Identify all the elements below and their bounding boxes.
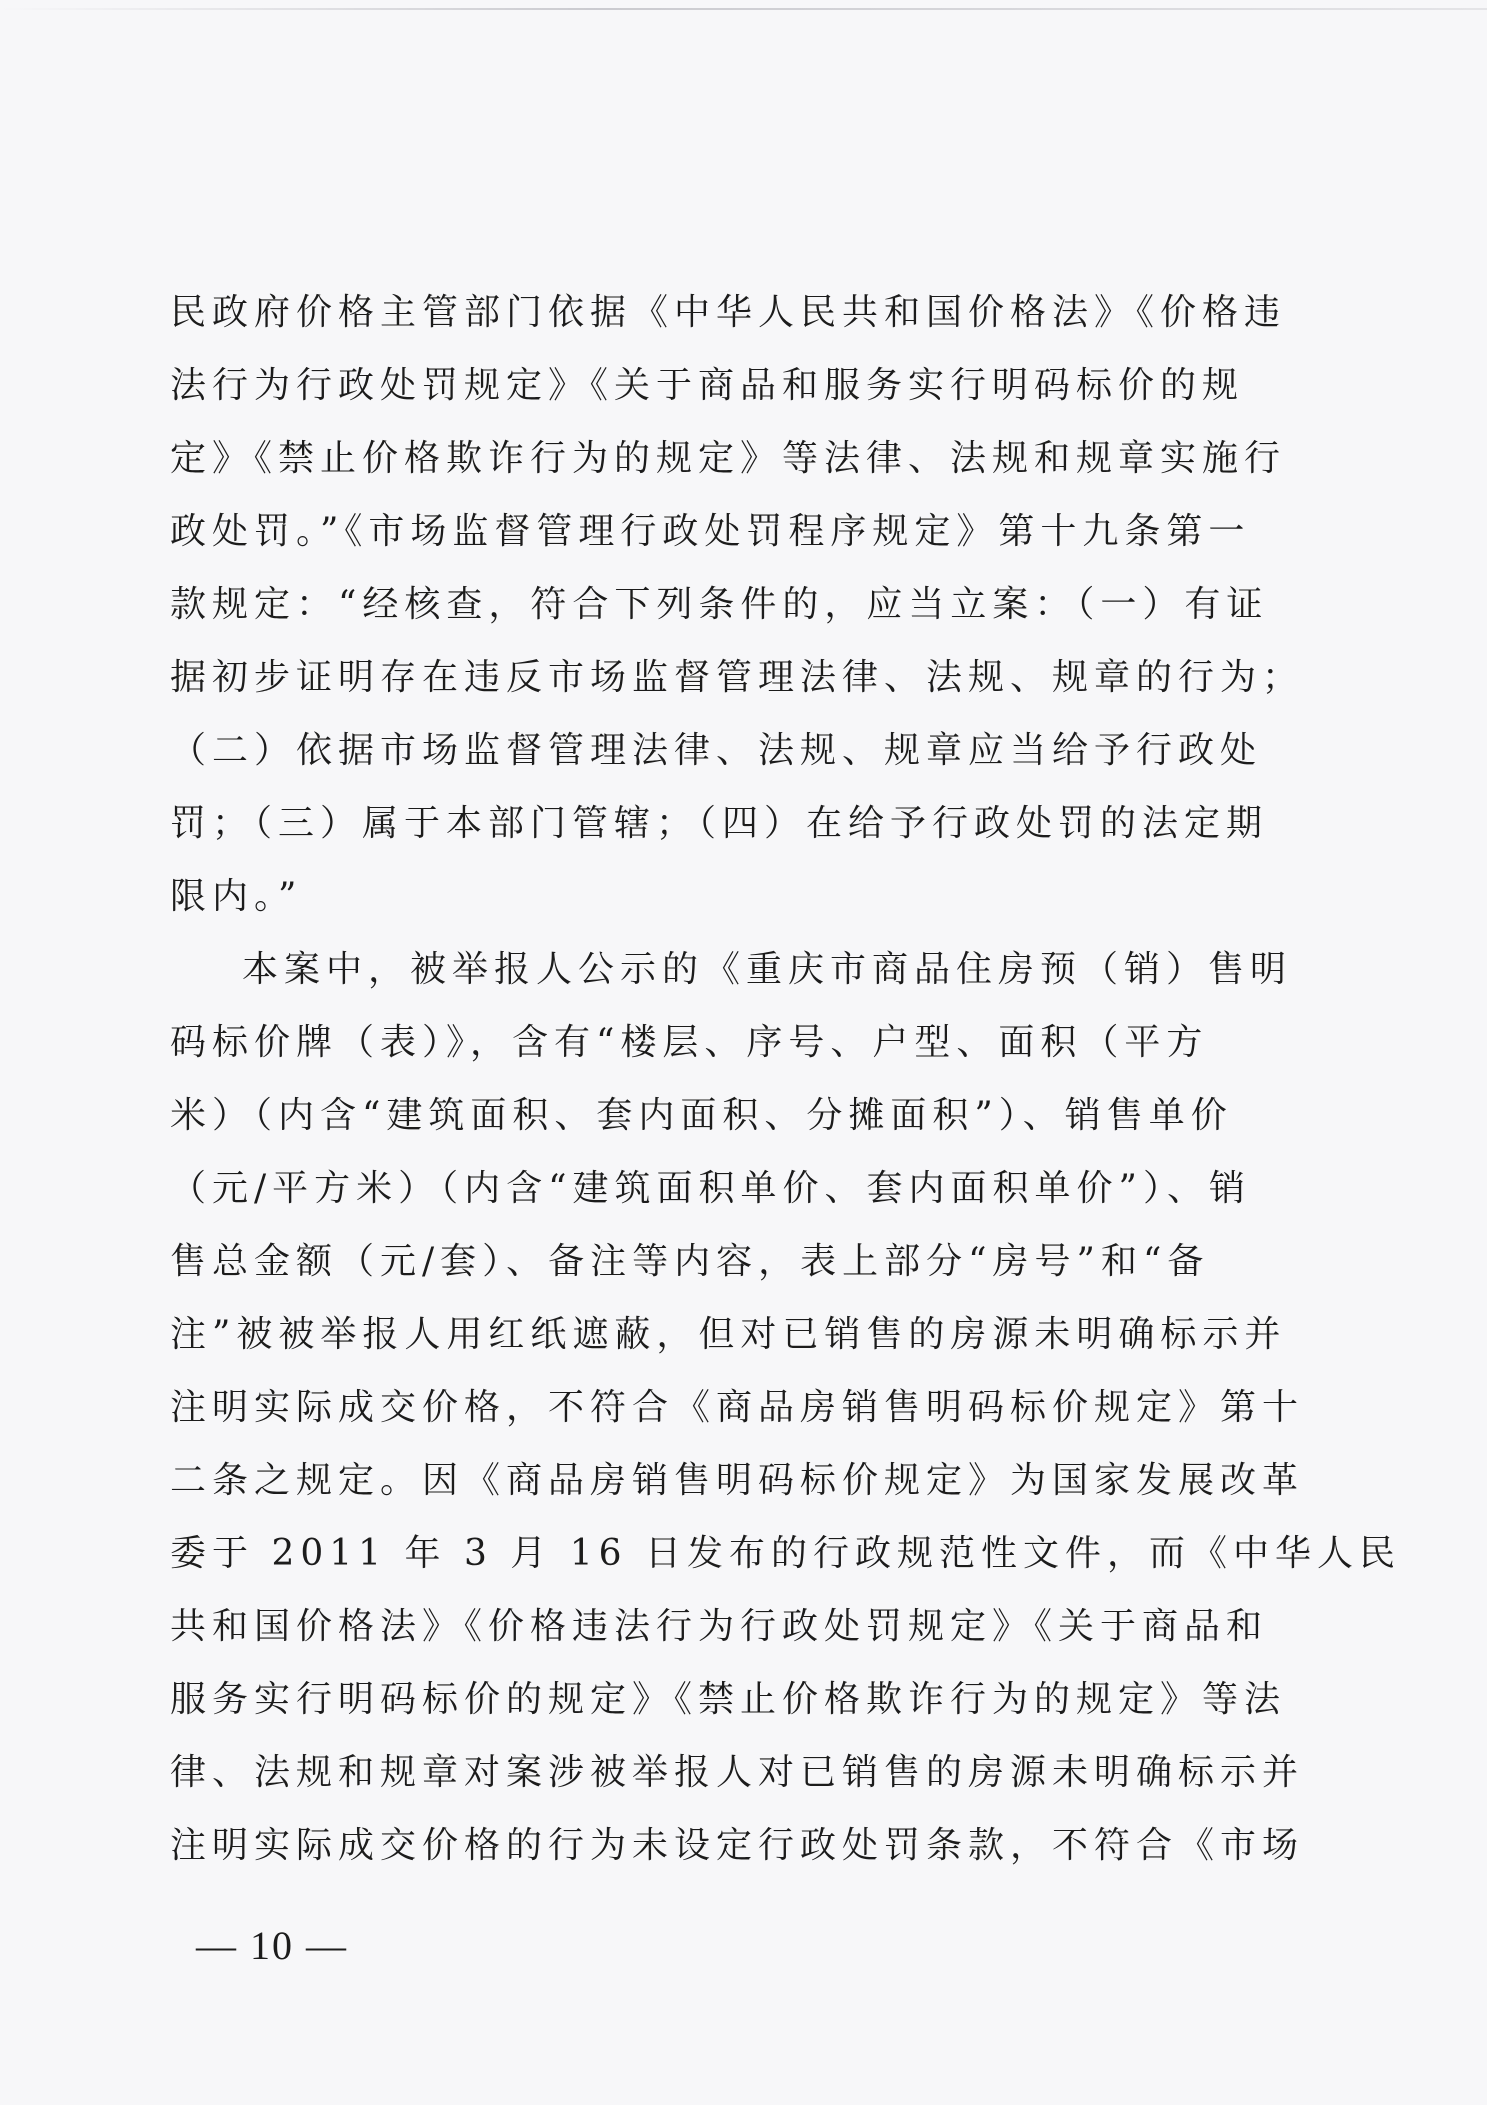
- text-line: 据初步证明存在违反市场监督管理法律、法规、规章的行为；: [170, 657, 1305, 698]
- document-body: [170, 276, 1401, 1882]
- text-line: （二）依据市场监督管理法律、法规、规章应当给予行政处: [170, 730, 1263, 771]
- text-line: 民政府价格主管部门依据《中华人民共和国价格法》《价格违: [170, 292, 1287, 333]
- paragraph-start-line: 本案中，被举报人公示的《重庆市商品住房预（销）售明: [242, 949, 1293, 990]
- text-line: 定》《禁止价格欺诈行为的规定》等法律、法规和规章实施行: [170, 438, 1287, 479]
- text-line: 律、法规和规章对案涉被举报人对已销售的房源未明确标示并: [170, 1752, 1305, 1793]
- text-line: 法行为行政处罚规定》《关于商品和服务实行明码标价的规: [170, 365, 1245, 406]
- text-line: 政处罚。”《市场监督管理行政处罚程序规定》第十九条第一: [170, 511, 1251, 552]
- text-line: 共和国价格法》《价格违法行为行政处罚规定》《关于商品和: [170, 1606, 1269, 1647]
- text-line: 米）（内含“建筑面积、套内面积、分摊面积”）、销售单价: [170, 1095, 1233, 1136]
- page-number: — 10 —: [196, 1923, 348, 1968]
- text-line: 限内。”: [170, 876, 303, 917]
- text-line: 注”被被举报人用红纸遮蔽，但对已销售的房源未明确标示并: [170, 1314, 1287, 1355]
- text-line: （元/平方米）（内含“建筑面积单价、套内面积单价”）、销: [170, 1168, 1251, 1209]
- text-line: 售总金额（元/套）、备注等内容，表上部分“房号”和“备: [170, 1241, 1210, 1282]
- text-line: 注明实际成交价格，不符合《商品房销售明码标价规定》第十: [170, 1387, 1305, 1428]
- text-line: 注明实际成交价格的行为未设定行政处罚条款，不符合《市场: [170, 1825, 1305, 1866]
- scan-edge: [0, 8, 1487, 10]
- text-line: 服务实行明码标价的规定》《禁止价格欺诈行为的规定》等法: [170, 1679, 1287, 1720]
- text-line: 二条之规定。因《商品房销售明码标价规定》为国家发展改革: [170, 1460, 1305, 1501]
- text-line: 款规定：“经核查，符合下列条件的，应当立案：（一）有证: [170, 584, 1269, 625]
- text-line: 罚；（三）属于本部门管辖；（四）在给予行政处罚的法定期: [170, 803, 1269, 844]
- text-line: 委于 2011 年 3 月 16 日发布的行政规范性文件，而《中华人民: [170, 1533, 1401, 1574]
- text-line: 码标价牌（表）》，含有“楼层、序号、户型、面积（平方: [170, 1022, 1209, 1063]
